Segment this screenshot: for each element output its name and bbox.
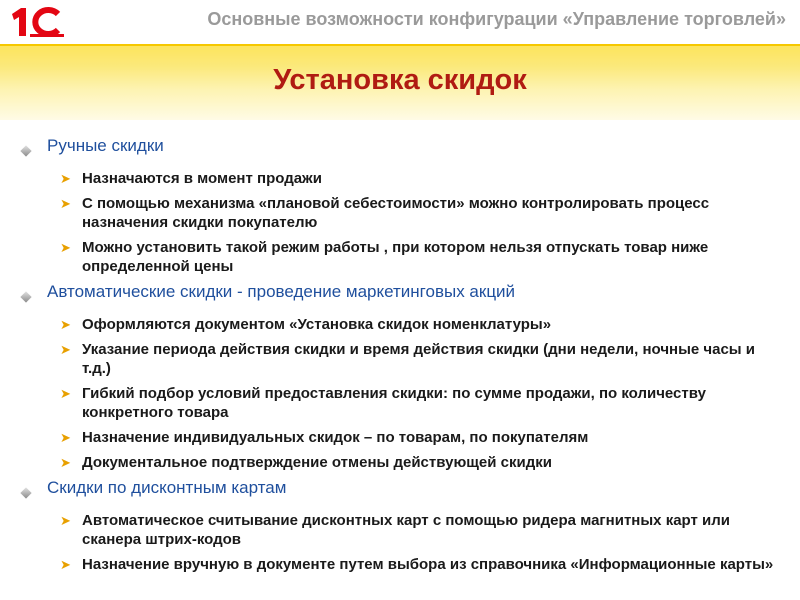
list-item	[60, 453, 788, 472]
header-title: Основные возможности конфигурации «Управление торговлей»	[207, 9, 786, 29]
arrow-bullet-icon: ➤	[60, 171, 71, 186]
section-heading-label: Ручные скидки	[47, 136, 164, 155]
header-bar	[0, 0, 800, 44]
list-item-text: Оформляются документом «Установка скидок номенклатуры»	[82, 316, 552, 333]
section-heading-discount-cards	[20, 478, 788, 502]
slide-title: Установка скидок	[273, 64, 527, 96]
arrow-bullet-icon: ➤	[60, 455, 71, 470]
list-item	[60, 555, 788, 574]
list-item-text: Назначаются в момент продажи	[82, 170, 322, 187]
section-heading-label: Автоматические скидки - проведение маркетинговых акций	[47, 282, 516, 301]
list-item-text: Гибкий подбор условий предоставления скидки: по сумме продажи, по количеству конкретного товара	[82, 385, 706, 421]
diamond-bullet-icon	[20, 478, 38, 502]
list-item	[60, 169, 788, 188]
list-item	[60, 340, 788, 378]
arrow-bullet-icon: ➤	[60, 513, 71, 528]
list-item-text: Назначение вручную в документе путем выбора из справочника «Информационные карты»	[82, 556, 774, 573]
arrow-bullet-icon: ➤	[60, 240, 71, 255]
section-heading-manual	[20, 136, 788, 160]
arrow-bullet-icon: ➤	[60, 430, 71, 445]
list-item	[60, 315, 788, 334]
1c-logo	[8, 5, 68, 39]
section-heading-automatic	[20, 282, 788, 306]
arrow-bullet-icon: ➤	[60, 317, 71, 332]
list-item-text: С помощью механизма «плановой себестоимости» можно контролировать процесс назначения скидки покупателю	[82, 195, 710, 231]
diamond-bullet-icon	[20, 282, 38, 306]
list-item	[60, 194, 788, 232]
slide-content	[20, 136, 788, 580]
list-item-text: Автоматическое считывание дисконтных карт с помощью ридера магнитных карт или сканера штрих-кодов	[82, 512, 730, 548]
list-item-text: Документальное подтверждение отмены действующей скидки	[82, 454, 552, 471]
list-item	[60, 511, 788, 549]
list-item-text: Можно установить такой режим работы , при котором нельзя отпускать товар ниже определенной цены	[82, 239, 709, 275]
list-item-text: Указание периода действия скидки и время действия скидки (дни недели, ночные часы и т.д.)	[82, 341, 755, 377]
section-heading-label: Скидки по дисконтным картам	[47, 478, 287, 497]
list-item	[60, 238, 788, 276]
arrow-bullet-icon: ➤	[60, 342, 71, 357]
list-item	[60, 428, 788, 447]
arrow-bullet-icon: ➤	[60, 557, 71, 572]
arrow-bullet-icon: ➤	[60, 196, 71, 211]
arrow-bullet-icon: ➤	[60, 386, 71, 401]
list-item-text: Назначение индивидуальных скидок – по товарам, по покупателям	[82, 429, 589, 446]
list-item	[60, 384, 788, 422]
title-band-divider	[0, 44, 800, 46]
diamond-bullet-icon	[20, 136, 38, 160]
